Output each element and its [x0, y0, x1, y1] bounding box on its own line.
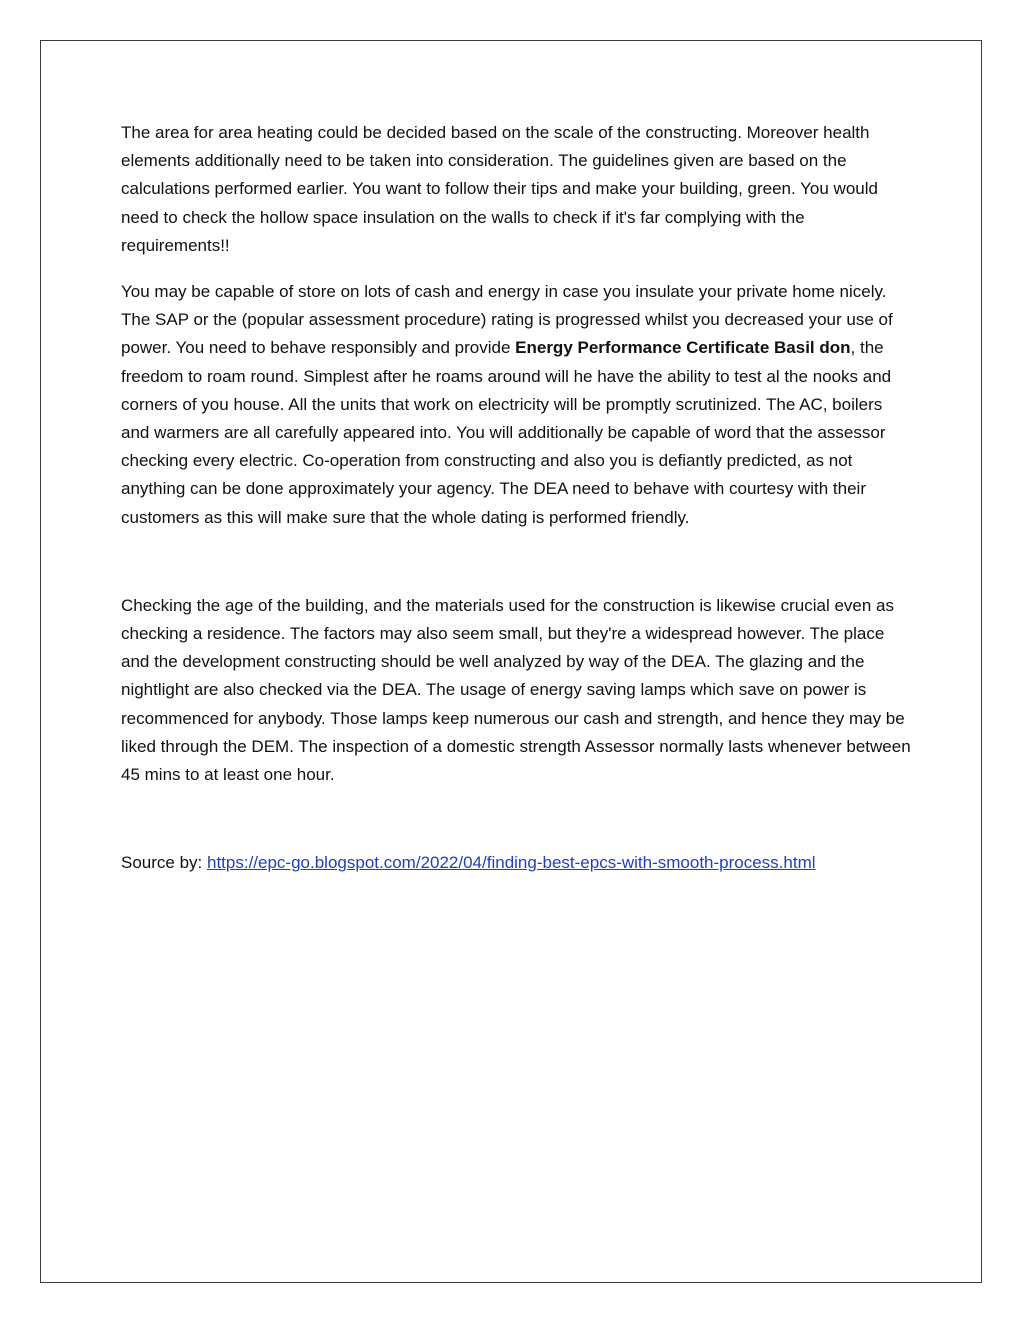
document-page: [40, 40, 982, 1283]
bold-keyword-epc: Energy Performance Certificate Basil don: [515, 338, 851, 358]
document-body: [121, 119, 911, 877]
source-label: Source by:: [121, 853, 207, 873]
paragraph-insulation-text-end: , the freedom to roam round. Simplest after he roams around will he have the ability to test al the nooks and corners of you house. All the units that work on electricity will be promptly scrutinized. The AC, boilers and warmers are all carefully appeared into. You will additionally be capable of word that the assessor checking every electric. Co-operation from constructing and also you is defiantly predicted, as not anything can be done approximately your agency. The DEA need to behave with courtesy with their customers as this will make sure that the whole dating is performed friendly.: [121, 338, 892, 527]
source-link[interactable]: https://epc-go.blogspot.com/2022/04/finding-best-epcs-with-smooth-process.html: [207, 853, 816, 873]
paragraph-insulation-text-start: You may be capable of store on lots of cash and energy in case you insulate your private home nicely. The SAP or the (popular assessment procedure) rating is progressed whilst you decreased your use of power. You need to behave responsibly and provide: [121, 282, 893, 358]
paragraph-area-heating: The area for area heating could be decided based on the scale of the constructing. Moreover health elements additionally need to be taken into consideration. The guidelines given are based on the calculations performed earlier. You want to follow their tips and make your building, green. You would need to check the hollow space insulation on the walls to check if it's far complying with the requirements!!: [121, 123, 878, 255]
paragraph-building-age: Checking the age of the building, and the materials used for the construction is likewise crucial even as checking a residence. The factors may also seem small, but they're a widespread however. The place and the development constructing should be well analyzed by way of the DEA. The glazing and the nightlight are also checked via the DEA. The usage of energy saving lamps which save on power is recommenced for anybody. Those lamps keep numerous our cash and strength, and hence they may be liked through the DEM. The inspection of a domestic strength Assessor normally lasts whenever between 45 mins to at least one hour.: [121, 595, 911, 785]
source-line: [121, 849, 911, 877]
paragraph-insulation: [121, 278, 911, 532]
